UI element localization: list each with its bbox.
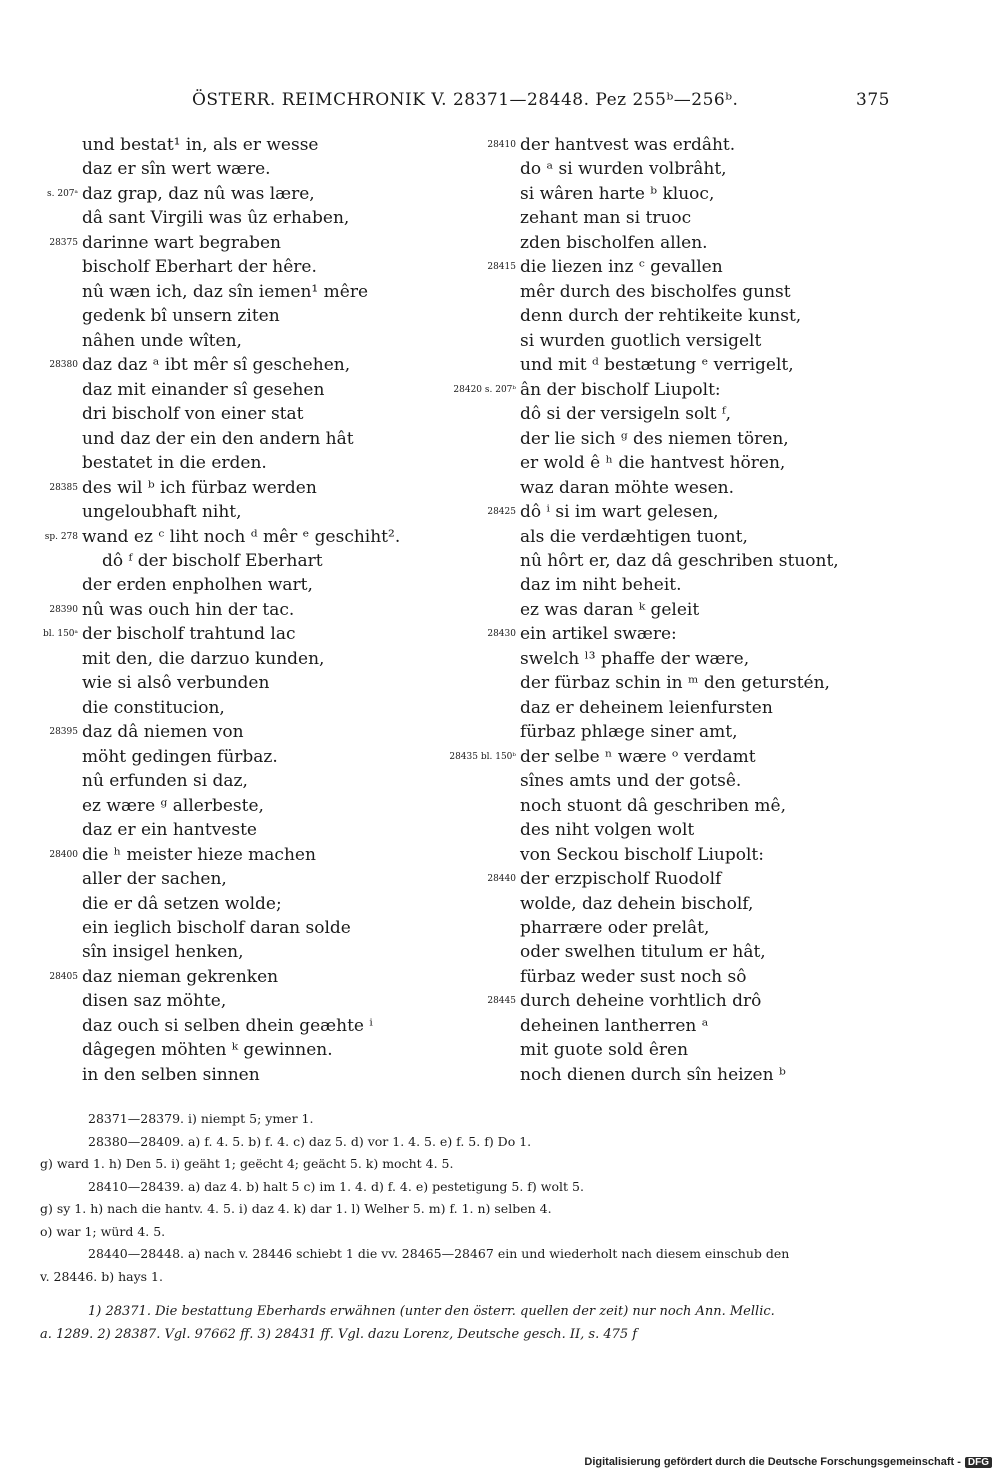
verse-line xyxy=(480,647,900,671)
verse-text: zden bischolfen allen. xyxy=(520,232,708,253)
variant-line: g) ward 1. h) Den 5. i) geäht 1; geëcht 4; geächt 5. k) mocht 4. 5. xyxy=(40,1156,454,1171)
verse-line xyxy=(0,598,480,622)
verse-line xyxy=(449,745,900,769)
verse-line xyxy=(0,916,480,940)
verse-text: ân der bischolf Liupolt: xyxy=(520,379,721,400)
verse-text: in den selben sinnen xyxy=(82,1064,260,1085)
line-marker: 28440 xyxy=(487,874,516,885)
verse-line xyxy=(480,794,900,818)
verse-line xyxy=(480,818,900,842)
verse-text: oder swelhen titulum er hât, xyxy=(520,942,766,963)
verse-text: des wil ᵇ ich fürbaz werden xyxy=(82,477,317,498)
verse-text: möht gedingen fürbaz. xyxy=(82,746,278,767)
variant-line: 28440—28448. a) nach v. 28446 schiebt 1 die vv. 28465—28467 ein und wiederholt nach diesem einschub den xyxy=(88,1246,790,1261)
verse-line xyxy=(0,500,480,524)
verse-text: ez was daran ᵏ geleit xyxy=(520,599,700,620)
verse-text: daz daz ᵃ ibt mêr sî geschehen, xyxy=(82,355,351,376)
verse-text: bestatet in die erden. xyxy=(82,453,267,474)
verse-text: fürbaz phlæge siner amt, xyxy=(520,722,738,743)
verse-line xyxy=(480,500,900,524)
page-header xyxy=(82,90,890,114)
verse-line xyxy=(480,1038,900,1062)
verse-line xyxy=(0,671,480,695)
verse-text: bischolf Eberhart der hêre. xyxy=(82,257,317,278)
verse-text: aller der sachen, xyxy=(82,869,227,890)
verse-text: wie si alsô verbunden xyxy=(82,673,270,694)
verse-text: daz er ein hantveste xyxy=(82,820,257,841)
verse-text: er wold ê ʰ die hantvest hören, xyxy=(520,453,786,474)
verse-line xyxy=(480,598,900,622)
verse-text: von Seckou bischolf Liupolt: xyxy=(520,844,764,865)
verse-line xyxy=(480,133,900,157)
dfg-credit xyxy=(584,1456,992,1468)
verse-line xyxy=(0,622,480,646)
verse-line xyxy=(480,255,900,279)
variant-line: g) sy 1. h) nach die hantv. 4. 5. i) daz 4. k) dar 1. l) Welher 5. m) f. 1. n) selben 4. xyxy=(40,1201,552,1216)
verse-line xyxy=(0,304,480,328)
verse-line xyxy=(480,573,900,597)
verse-line xyxy=(480,206,900,230)
verse-text: der hantvest was erdâht. xyxy=(520,135,736,155)
verse-text: do ᵃ si wurden volbrâht, xyxy=(520,159,727,180)
verse-line xyxy=(0,329,480,353)
line-marker: bl. 150ᵃ xyxy=(42,629,78,640)
verse-text: ez wære ᵍ allerbeste, xyxy=(82,795,264,816)
verse-line xyxy=(0,794,480,818)
line-marker: 28445 xyxy=(487,996,516,1007)
verse-line xyxy=(480,476,900,500)
verse-line xyxy=(0,940,480,964)
verse-line xyxy=(480,402,900,426)
verse-text: si wurden guotlich versigelt xyxy=(520,330,762,351)
line-marker: 28390 xyxy=(49,604,78,615)
verse-text: der lie sich ᵍ des niemen tören, xyxy=(520,428,789,449)
variant-line: 28410—28439. a) daz 4. b) halt 5 c) im 1. 4. d) f. 4. e) pestetigung 5. f) wolt 5. xyxy=(88,1178,584,1194)
verse-line xyxy=(480,720,900,744)
verse-text: denn durch der rehtikeite kunst, xyxy=(520,306,802,327)
verse-text: der bischolf trahtund lac xyxy=(82,624,296,645)
verse-text: mêr durch des bischolfes gunst xyxy=(520,281,791,302)
verse-line xyxy=(480,157,900,181)
verse-line xyxy=(0,451,480,475)
verse-line xyxy=(480,867,900,891)
verse-text: die er dâ setzen wolde; xyxy=(82,893,282,914)
verse-text: dâgegen möhten ᵏ gewinnen. xyxy=(82,1040,333,1061)
verse-text: mit guote sold êren xyxy=(520,1040,689,1061)
verse-text: des niht volgen wolt xyxy=(520,820,695,841)
verse-line xyxy=(0,1014,480,1038)
verse-text: wand ez ᶜ liht noch ᵈ mêr ᵉ geschiht². xyxy=(82,526,401,547)
verse-line xyxy=(480,304,900,328)
verse-text: der fürbaz schin in ᵐ den geturstén, xyxy=(520,673,830,694)
verse-line xyxy=(0,573,480,597)
verse-line xyxy=(0,745,480,769)
verse-line xyxy=(480,231,900,255)
verse-text: der selbe ⁿ wære ᵒ verdamt xyxy=(520,746,756,767)
line-marker: 28395 xyxy=(49,727,78,738)
footnotes xyxy=(40,1300,892,1346)
variant-line: v. 28446. b) hays 1. xyxy=(40,1268,163,1284)
verse-text: wolde, daz dehein bischolf, xyxy=(520,893,754,914)
verse-line xyxy=(480,769,900,793)
verse-line xyxy=(480,1014,900,1038)
verse-text: daz er sîn wert wære. xyxy=(82,159,271,180)
line-marker: 28420 s. 207ᵇ xyxy=(453,384,516,395)
verse-line xyxy=(480,1063,900,1087)
verse-line xyxy=(0,378,480,402)
verse-text: und bestat¹ in, als er wesse xyxy=(82,135,319,155)
verse-text: und daz der ein den andern hât xyxy=(82,428,354,449)
verse-line xyxy=(0,402,480,426)
verse-line xyxy=(0,206,480,230)
verse-line xyxy=(0,769,480,793)
verse-line xyxy=(0,867,480,891)
line-marker: 28435 bl. 150ᵇ xyxy=(449,751,516,762)
verse-line xyxy=(0,255,480,279)
verse-line xyxy=(0,280,480,304)
verse-text: waz daran möhte wesen. xyxy=(520,477,735,498)
verse-text: die ʰ meister hieze machen xyxy=(82,844,316,865)
variant-line: o) war 1; würd 4. 5. xyxy=(40,1223,166,1239)
running-title: ÖSTERR. REIMCHRONIK V. 28371—28448. Pez 255ᵇ—256ᵇ. xyxy=(192,90,739,110)
line-marker: sp. 278 xyxy=(44,531,78,542)
verse-line xyxy=(0,647,480,671)
verse-text: zehant man si truoc xyxy=(520,208,692,229)
verse-text: nû wæn ich, daz sîn iemen¹ mêre xyxy=(82,281,369,302)
verse-text: ein ieglich bischolf daran solde xyxy=(82,918,351,938)
verse-text: daz mit einander sî gesehen xyxy=(82,379,325,400)
verse-text: noch dienen durch sîn heizen ᵇ xyxy=(520,1064,786,1085)
verse-text: ungeloubhaft niht, xyxy=(82,502,242,523)
verse-line xyxy=(480,965,900,989)
verse-line xyxy=(0,843,480,867)
verse-text: deheinen lantherren ᵃ xyxy=(520,1015,709,1036)
verse-line xyxy=(480,329,900,353)
verse-line xyxy=(0,427,480,451)
left-verse-column xyxy=(0,133,480,1087)
verse-text: sînes amts und der gotsê. xyxy=(520,771,742,792)
line-marker: 28430 xyxy=(487,629,516,640)
verse-line xyxy=(480,892,900,916)
verse-line xyxy=(480,622,900,646)
line-marker: 28425 xyxy=(487,507,516,518)
verse-line xyxy=(0,818,480,842)
line-marker: 28400 xyxy=(49,849,78,860)
verse-line xyxy=(480,989,900,1013)
verse-text: daz nieman gekrenken xyxy=(82,966,279,987)
verse-line xyxy=(0,353,480,377)
verse-text: nû hôrt er, daz dâ geschriben stuont, xyxy=(520,550,839,571)
verse-line xyxy=(0,157,480,181)
verse-text: die liezen inz ᶜ gevallen xyxy=(520,257,723,278)
verse-text: fürbaz weder sust noch sô xyxy=(520,966,747,987)
line-marker: 28405 xyxy=(49,971,78,982)
verse-text: si wâren harte ᵇ kluoc, xyxy=(520,183,715,204)
line-marker: 28380 xyxy=(49,360,78,371)
verse-line xyxy=(0,892,480,916)
verse-text: dô ⁱ si im wart gelesen, xyxy=(520,502,719,523)
variant-line: 28371—28379. i) niempt 5; ymer 1. xyxy=(88,1111,314,1126)
line-marker: 28410 xyxy=(487,140,516,150)
verse-line xyxy=(0,133,480,157)
footnote-line: 1) 28371. Die bestattung Eberhards erwähnen (unter den österr. quellen der zeit) nur noch Ann. Mellic. xyxy=(88,1304,775,1319)
verse-line xyxy=(480,427,900,451)
verse-line xyxy=(0,965,480,989)
verse-text: swelch ˡ³ phaffe der wære, xyxy=(520,648,750,669)
verse-text: nû erfunden si daz, xyxy=(82,771,248,792)
verse-line xyxy=(480,916,900,940)
variant-apparatus xyxy=(40,1108,892,1288)
verse-line xyxy=(0,989,480,1013)
verse-text: dâ sant Virgili was ûz erhaben, xyxy=(82,208,350,229)
verse-text: disen saz möhte, xyxy=(82,991,227,1012)
right-verse-column xyxy=(449,133,900,1087)
verse-line xyxy=(0,525,480,549)
verse-line xyxy=(480,451,900,475)
dfg-logo: DFG xyxy=(965,1457,992,1468)
verse-text: ein artikel swære: xyxy=(520,624,677,645)
verse-line xyxy=(480,549,900,573)
verse-line xyxy=(0,231,480,255)
verse-line xyxy=(480,182,900,206)
verse-text: nâhen unde wîten, xyxy=(82,330,242,351)
verse-line xyxy=(480,940,900,964)
line-marker: 28375 xyxy=(49,237,78,248)
verse-line xyxy=(480,843,900,867)
verse-text: nû was ouch hin der tac. xyxy=(82,599,295,620)
verse-text: der erzpischolf Ruodolf xyxy=(520,869,722,890)
verse-text: daz dâ niemen von xyxy=(82,722,244,743)
verse-text: als die verdæhtigen tuont, xyxy=(520,526,748,547)
verse-text: dri bischolf von einer stat xyxy=(82,404,304,425)
line-marker: s. 207ᵃ xyxy=(47,188,78,199)
line-marker: 28415 xyxy=(487,262,516,273)
verse-line xyxy=(480,353,900,377)
verse-line xyxy=(480,671,900,695)
verse-line xyxy=(480,280,900,304)
verse-text: die constitucion, xyxy=(82,697,225,718)
verse-line xyxy=(0,476,480,500)
line-marker: 28385 xyxy=(49,482,78,493)
verse-text: der erden enpholhen wart, xyxy=(82,575,313,596)
verse-text: daz er deheinem leienfursten xyxy=(520,697,773,718)
verse-line xyxy=(453,378,900,402)
verse-line xyxy=(0,720,480,744)
verse-text: daz grap, daz nû was lære, xyxy=(82,183,315,204)
verse-text: darinne wart begraben xyxy=(82,232,281,253)
verse-line xyxy=(0,1063,480,1087)
verse-text: sîn insigel henken, xyxy=(82,942,244,963)
verse-line xyxy=(0,696,480,720)
verse-line xyxy=(0,182,480,206)
credit-text: Digitalisierung gefördert durch die Deutsche Forschungsgemeinschaft - xyxy=(584,1456,961,1468)
variant-line: 28380—28409. a) f. 4. 5. b) f. 4. c) daz 5. d) vor 1. 4. 5. e) f. 5. f) Do 1. xyxy=(88,1133,532,1149)
verse-text: daz im niht beheit. xyxy=(520,575,682,596)
footnote-line: a. 1289. 2) 28387. Vgl. 97662 ff. 3) 28431 ff. Vgl. dazu Lorenz, Deutsche gesch. II, s. 475 f xyxy=(40,1327,638,1342)
page-number: 375 xyxy=(856,90,890,110)
verse-text: dô ᶠ der bischolf Eberhart xyxy=(102,550,323,571)
verse-line xyxy=(0,1038,480,1062)
verse-line xyxy=(480,696,900,720)
verse-text: gedenk bî unsern ziten xyxy=(82,306,280,327)
verse-text: und mit ᵈ bestætung ᵉ verrigelt, xyxy=(520,355,794,376)
verse-text: noch stuont dâ geschriben mê, xyxy=(520,795,786,816)
verse-text: dô si der versigeln solt ᶠ, xyxy=(520,404,732,425)
verse-text: mit den, die darzuo kunden, xyxy=(82,648,325,669)
verse-line xyxy=(0,549,480,573)
verse-text: daz ouch si selben dhein geæhte ⁱ xyxy=(82,1015,373,1036)
verse-text: pharrære oder prelât, xyxy=(520,918,710,938)
verse-line xyxy=(480,525,900,549)
verse-text: durch deheine vorhtlich drô xyxy=(520,991,762,1012)
